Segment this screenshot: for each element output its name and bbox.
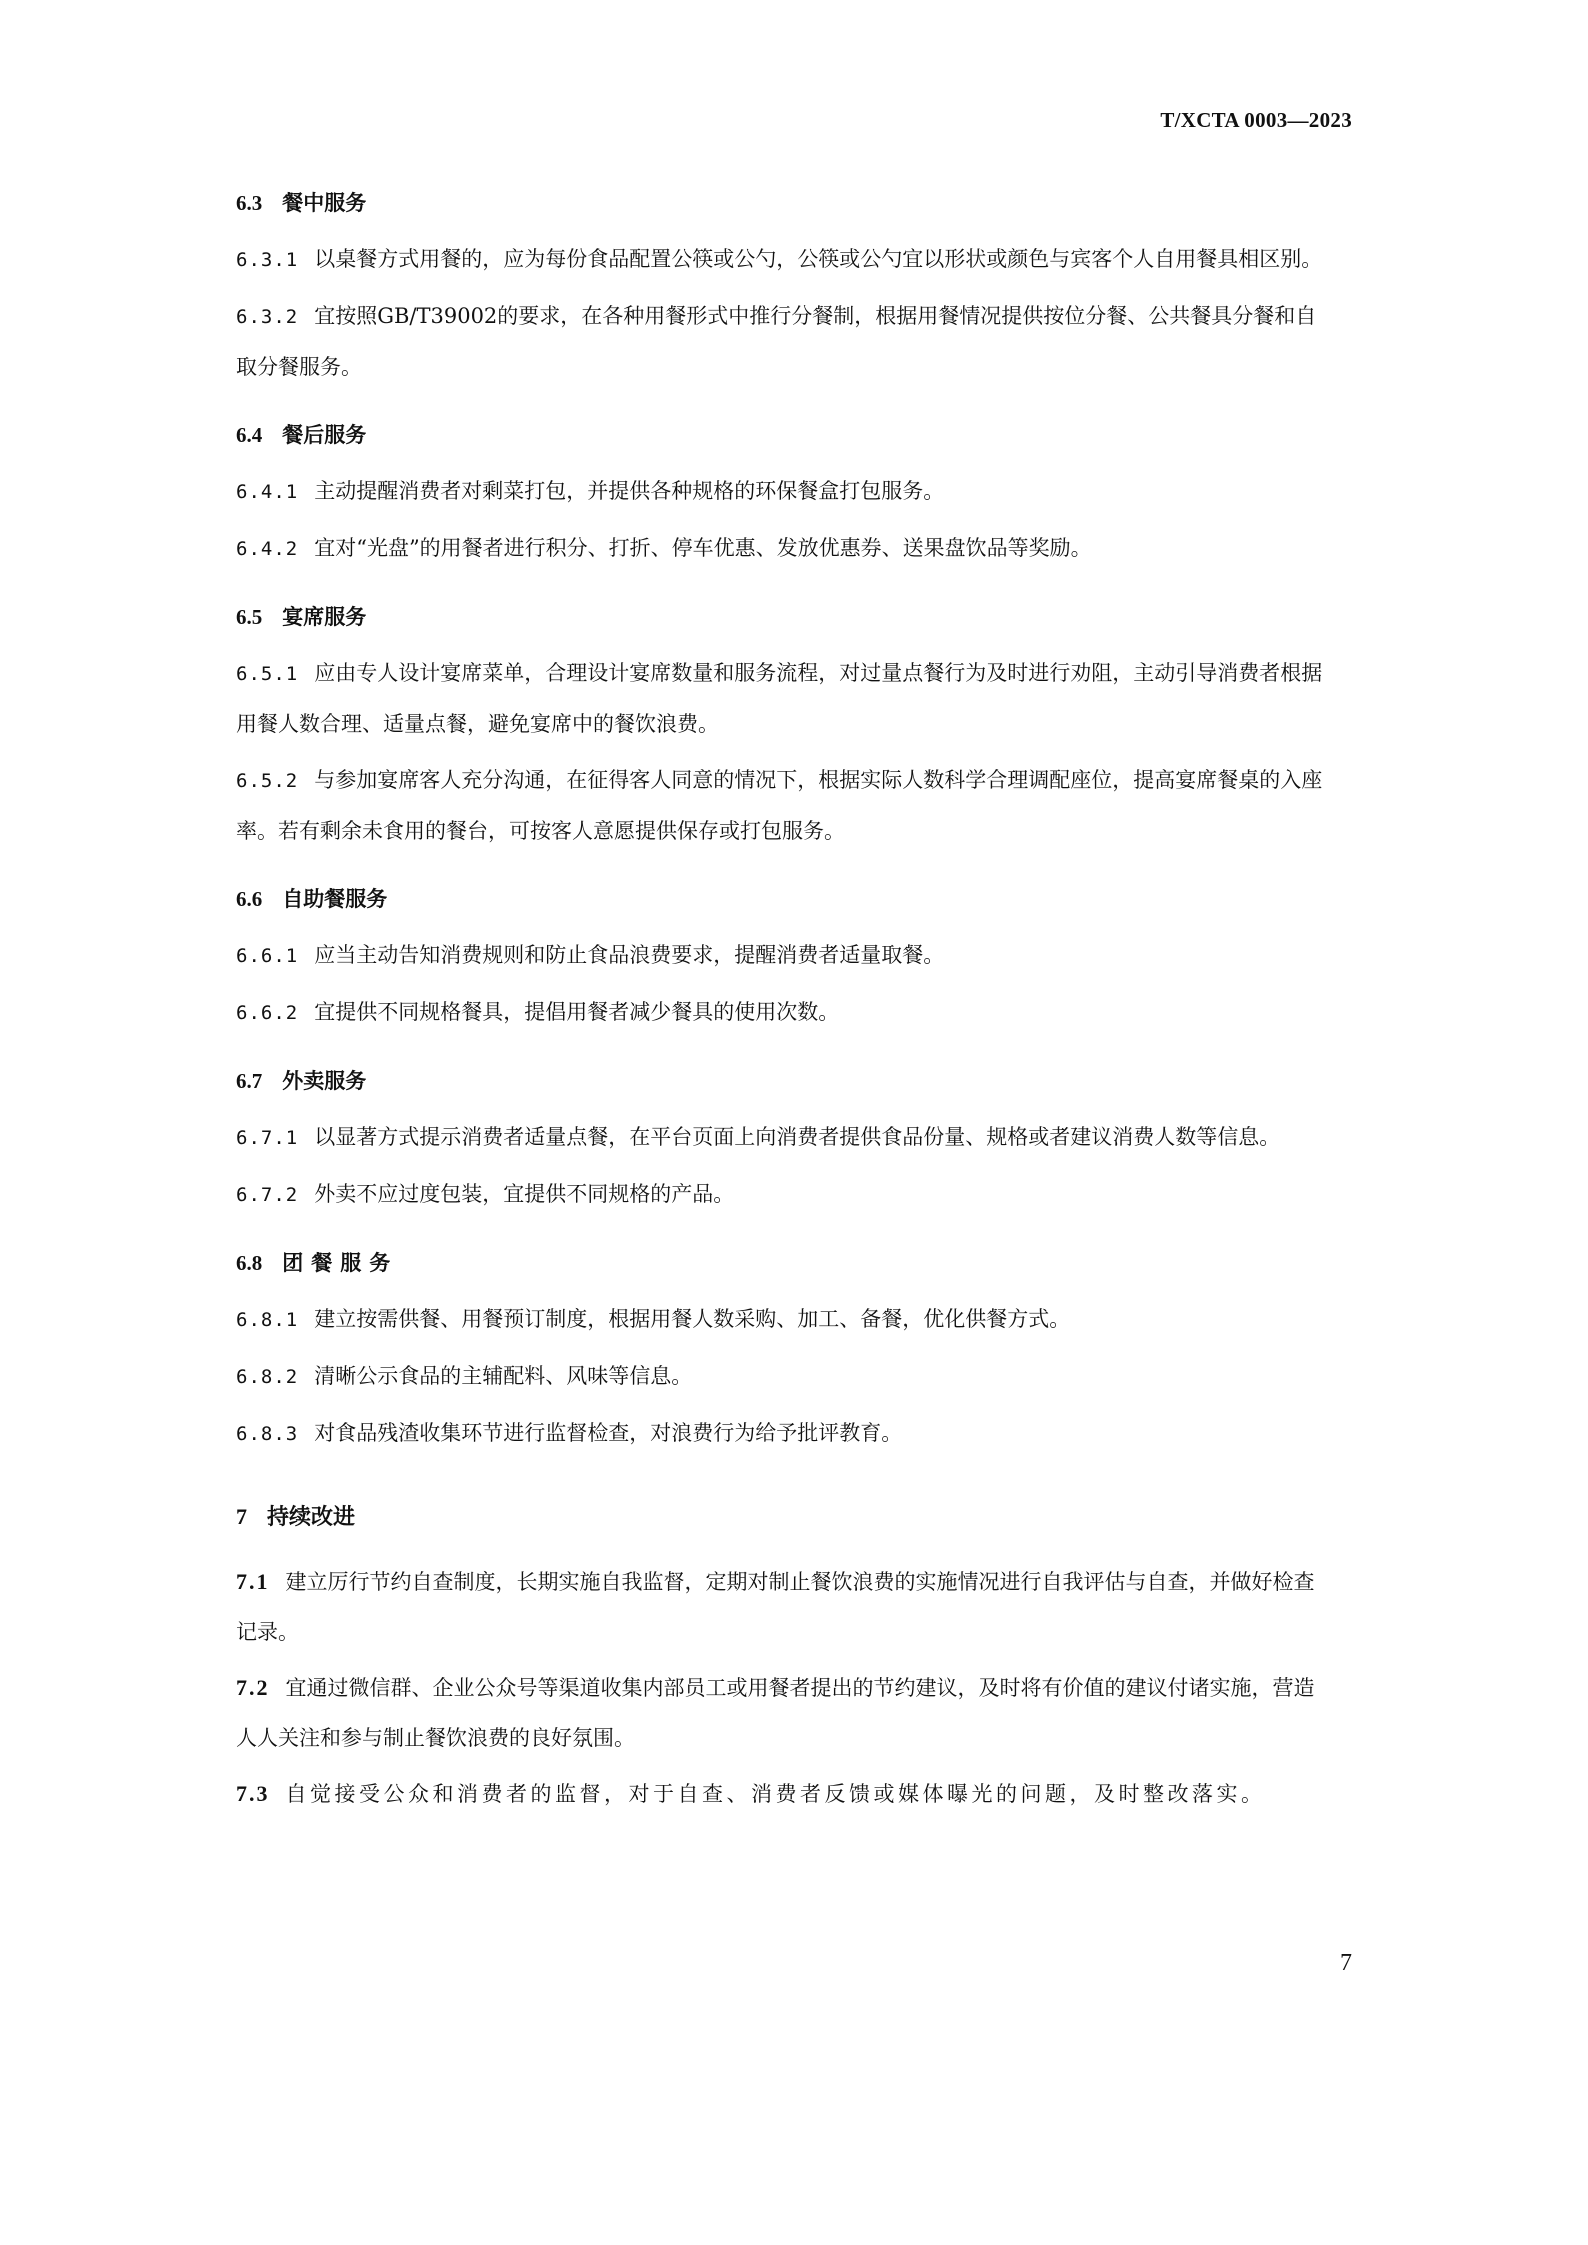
- section-heading: 6.7 外卖服务: [236, 1068, 367, 1093]
- clause-6-6-1: 6.6.1 应当主动告知消费规则和防止食品浪费要求，提醒消费者适量取餐。: [236, 943, 945, 967]
- clause-7-1: 7.1 建立厉行节约自查制度，长期实施自我监督，定期对制止餐饮浪费的实施情况进行自我评估与自查，并做好检查记录。: [236, 1569, 1315, 1644]
- clause-6-3-1: 6.3.1 以桌餐方式用餐的，应为每份食品配置公筷或公勺，公筷或公勺宜以形状或颜色与宾客个人自用餐具相区别。: [236, 247, 1323, 271]
- chapter-heading: 7 持续改进: [236, 1504, 356, 1530]
- clause-6-8-2: 6.8.2 清晰公示食品的主辅配料、风味等信息。: [236, 1364, 693, 1388]
- section-heading: 6.4 餐后服务: [236, 422, 367, 447]
- section-6-7: [236, 1064, 1332, 1220]
- page-number: 7: [1340, 1950, 1352, 1976]
- clause-6-7-2: 6.7.2 外卖不应过度包装，宜提供不同规格的产品。: [236, 1182, 735, 1206]
- clause-6-5-1: 6.5.1 应由专人设计宴席菜单，合理设计宴席数量和服务流程，对过量点餐行为及时进行劝阻，主动引导消费者根据用餐人数合理、适量点餐，避免宴席中的餐饮浪费。: [236, 661, 1323, 736]
- document-code: T/XCTA 0003—2023: [1160, 108, 1352, 132]
- clause-7-3: 7.3 自觉接受公众和消费者的监督，对于自查、消费者反馈或媒体曝光的问题，及时整改落实。: [236, 1781, 1266, 1806]
- section-heading: 6.3 餐中服务: [236, 190, 367, 215]
- section-heading: 6.8 团餐服务: [236, 1250, 399, 1275]
- section-heading: 6.5 宴席服务: [236, 604, 367, 629]
- section-6-4: [236, 418, 1332, 574]
- section-6-3: [236, 186, 1332, 392]
- clause-6-5-2: 6.5.2 与参加宴席客人充分沟通，在征得客人同意的情况下，根据实际人数科学合理调配座位，提高宴席餐桌的入座率。若有剩余未食用的餐台，可按客人意愿提供保存或打包服务。: [236, 768, 1323, 843]
- section-6-8: [236, 1246, 1332, 1459]
- clause-6-3-2: 6.3.2 宜按照GB/T39002的要求，在各种用餐形式中推行分餐制，根据用餐情况提供按位分餐、公共餐具分餐和自取分餐服务。: [236, 304, 1317, 379]
- clause-6-7-1: 6.7.1 以显著方式提示消费者适量点餐，在平台页面上向消费者提供食品份量、规格或者建议消费人数等信息。: [236, 1125, 1281, 1149]
- clause-6-6-2: 6.6.2 宜提供不同规格餐具，提倡用餐者减少餐具的使用次数。: [236, 1000, 840, 1024]
- section-6-6: [236, 882, 1332, 1038]
- clause-7-2: 7.2 宜通过微信群、企业公众号等渠道收集内部员工或用餐者提出的节约建议，及时将有价值的建议付诸实施，营造人人关注和参与制止餐饮浪费的良好氛围。: [236, 1675, 1315, 1750]
- clause-6-4-1: 6.4.1 主动提醒消费者对剩菜打包，并提供各种规格的环保餐盒打包服务。: [236, 479, 945, 503]
- clause-6-8-1: 6.8.1 建立按需供餐、用餐预订制度，根据用餐人数采购、加工、备餐，优化供餐方式。: [236, 1307, 1071, 1331]
- section-6-5: [236, 600, 1332, 856]
- clause-6-4-2: 6.4.2 宜对“光盘”的用餐者进行积分、打折、停车优惠、发放优惠券、送果盘饮品等奖励。: [236, 536, 1092, 560]
- document-body: [236, 186, 1332, 1825]
- section-heading: 6.6 自助餐服务: [236, 886, 388, 911]
- clause-6-8-3: 6.8.3 对食品残渣收集环节进行监督检查，对浪费行为给予批评教育。: [236, 1421, 903, 1445]
